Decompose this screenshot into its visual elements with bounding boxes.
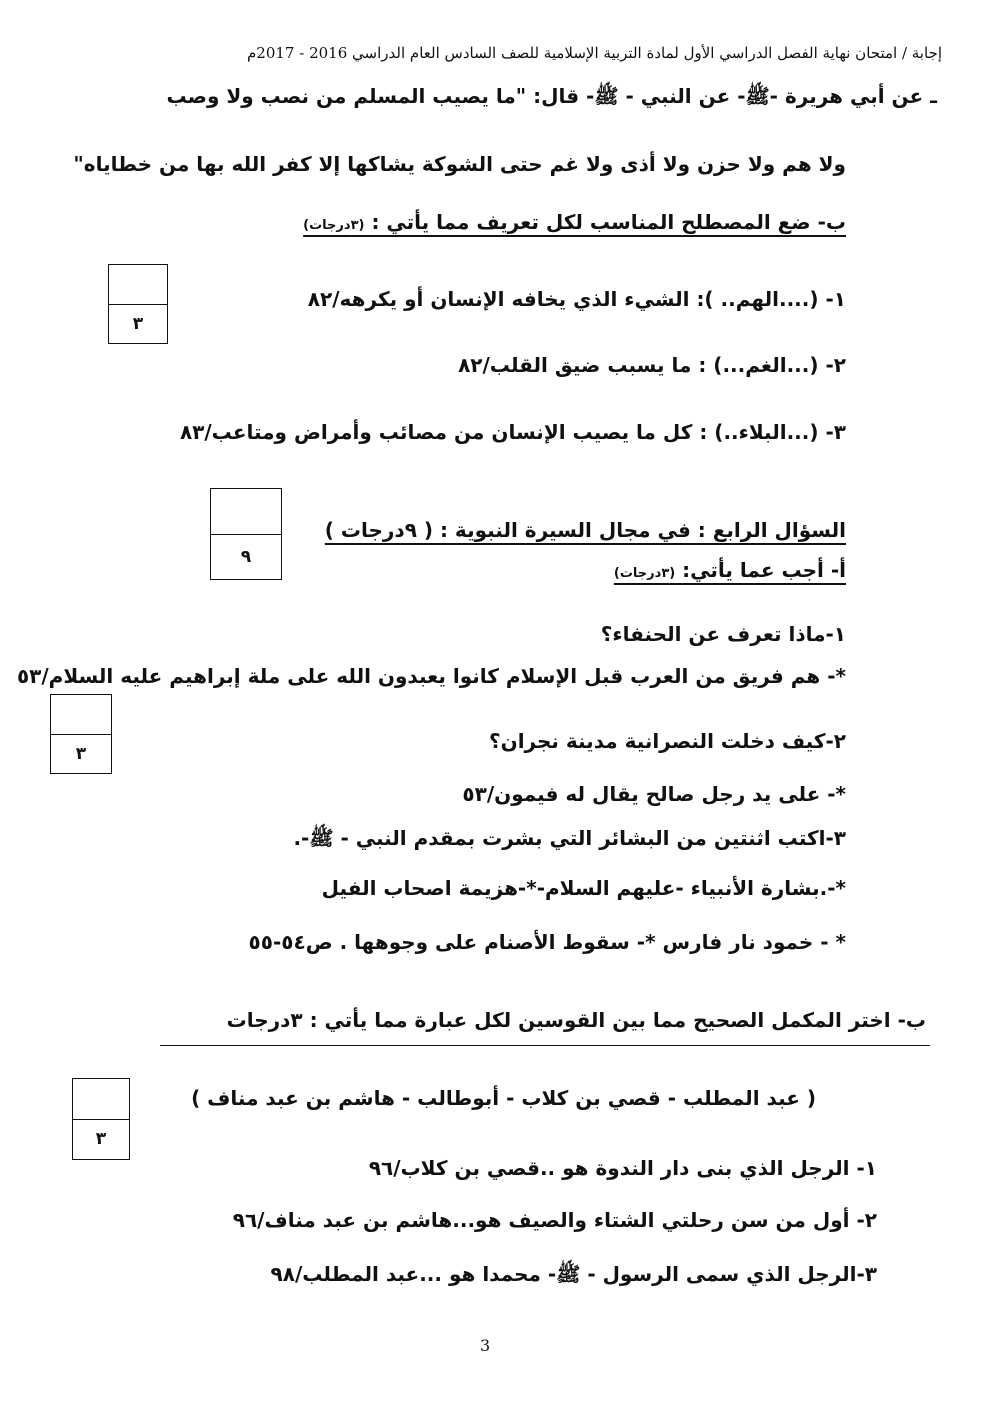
question4-title: السؤال الرابع : في مجال السيرة النبوية : ( ٩درجات ) — [324, 518, 846, 542]
score-box-b1-empty — [109, 265, 167, 304]
score-box-a-empty — [51, 695, 111, 734]
score-box-q4-value: ٩ — [211, 534, 281, 580]
section-b1-heading — [303, 210, 846, 234]
part-b-title: ب- اختر المكمل الصحيح مما بين القوسين لكل عبارة مما يأتي : — [309, 1008, 926, 1032]
b1-item-1: ١- (....الهم.. ): الشيء الذي يخافه الإنسان أو يكرهه/٨٢ — [307, 287, 846, 311]
part-a-heading — [614, 558, 846, 582]
score-box-b1 — [108, 264, 168, 344]
part-a-question-2: ٢-كيف دخلت النصرانية مدينة نجران؟ — [489, 729, 846, 753]
score-box-b2-empty — [73, 1079, 129, 1119]
part-a-answer-1: *- هم فريق من العرب قبل الإسلام كانوا يعبدون الله على ملة إبراهيم عليه السلام/٥٣ — [16, 664, 846, 688]
part-a-question-3: ٣-اكتب اثنتين من البشائر التي بشرت بمقدم النبي - ﷺ-. — [293, 826, 846, 850]
b1-item-2: ٢- (...الغم...) : ما يسبب ضيق القلب/٨٢ — [458, 353, 846, 377]
part-a-answer-3b: * - خمود نار فارس *- سقوط الأصنام على وجوهها . ص٥٤-٥٥ — [248, 930, 846, 954]
score-box-q4-empty — [211, 489, 281, 534]
part-b-item-1: ١- الرجل الذي بنى دار الندوة هو ..قصي بن كلاب/٩٦ — [368, 1156, 877, 1180]
part-b-heading — [227, 1008, 926, 1032]
part-a-answer-3a: *-.بشارة الأنبياء -عليهم السلام-*-هزيمة اصحاب الفيل — [321, 876, 846, 900]
section-b1-title: ب- ضع المصطلح المناسب لكل تعريف مما يأتي : — [371, 210, 846, 234]
b1-item-3: ٣- (...البلاء..) : كل ما يصيب الإنسان من مصائب وأمراض ومتاعب/٨٣ — [179, 420, 846, 444]
page-number: 3 — [480, 1336, 491, 1355]
section-b1-marks: (٣درجات) — [303, 218, 365, 233]
part-b-underline — [160, 1045, 930, 1046]
exam-header: إجابة / امتحان نهاية الفصل الدراسي الأول لمادة التربية الإسلامية للصف السادس العام الدراسي 2016 - 2017م — [247, 44, 942, 62]
part-b-item-3: ٣-الرجل الذي سمى الرسول - ﷺ- محمدا هو ...عبد المطلب/٩٨ — [270, 1262, 877, 1286]
score-box-b2-value: ٣ — [73, 1119, 129, 1160]
part-a-answer-2: *- على يد رجل صالح يقال له فيمون/٥٣ — [462, 782, 846, 806]
hadith-line-2: ولا هم ولا حزن ولا أذى ولا غم حتى الشوكة يشاكها إلا كفر الله بها من خطاياه" — [73, 152, 846, 176]
part-a-question-1: ١-ماذا تعرف عن الحنفاء؟ — [600, 622, 846, 646]
part-a-label: أ- أجب عما يأتي: — [682, 558, 846, 582]
score-box-b1-value: ٣ — [109, 304, 167, 344]
score-box-b2 — [72, 1078, 130, 1160]
part-a-marks: (٣درجات) — [613, 566, 676, 581]
score-box-q4 — [210, 488, 282, 580]
part-b-marks: ٣درجات — [226, 1008, 303, 1032]
part-b-item-2: ٢- أول من سن رحلتي الشتاء والصيف هو...هاشم بن عبد مناف/٩٦ — [232, 1208, 877, 1232]
part-b-options: ( عبد المطلب - قصي بن كلاب - أبوطالب - هاشم بن عبد مناف ) — [191, 1086, 816, 1110]
hadith-line-1: ـ عن أبي هريرة -ﷺ- عن النبي - ﷺ- قال: "ما يصيب المسلم من نصب ولا وصب — [166, 84, 937, 108]
score-box-a — [50, 694, 112, 774]
score-box-a-value: ٣ — [51, 734, 111, 774]
